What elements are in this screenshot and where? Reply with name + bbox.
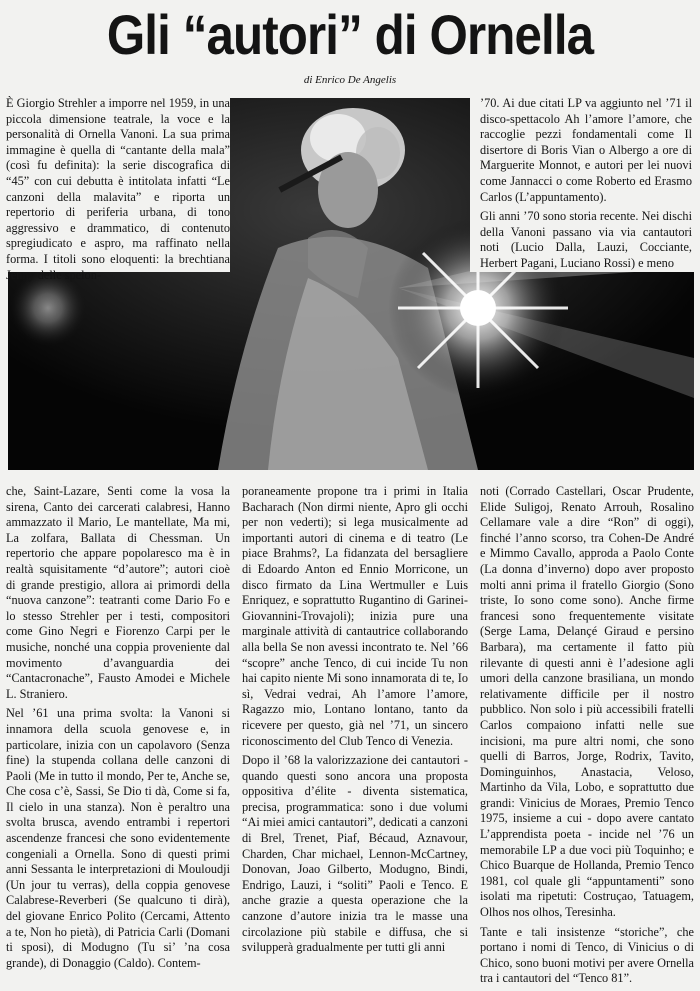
article-title: Gli “autori” di Ornella: [106, 3, 594, 66]
column-1: [6, 484, 230, 975]
paragraph: Nel ’61 una prima svolta: la Vanoni si innamora della scuola genovese e, in particolare, inizia con un capolavoro (Senza fine) la stupenda collana delle canzoni di Paoli (Me in tutto il mondo, Per te, Anche se, Che cosa c’è, Sassi, Se Dio ti dà, Come si fa, Il cielo in una stanza). Non è peraltro una svolta brusca, avendo entrambi i repertori ascendenze francesi che sono evidentemente congeniali a Ornella. Sono di questi primi anni Sessanta le interpretazioni di Mouloudji (Un jour tu verras), della coppia genovese Calabrese-Reverberi (Se qualcuno ti dirà), del giovane Enrico Polito (Cercami, Attento a te, Non ho pietà), di Patricia Carli (Domani ti sposi), di Modugno (Tu si’ ’na cosa grande), di Donaggio (Caldo). Contem-: [6, 706, 230, 970]
right-top-column: [480, 96, 692, 276]
paragraph: che, Saint-Lazare, Senti come la vosa la sirena, Canto dei carcerati calabresi, Hanno ammazzato il Mario, Le mantellate, Ma mi, La zolfara, Ballata di Chessman. Un repertorio che appare popolaresco ma è in realtà squisitamente “d’autore”; autori cioè di grande prestigio, allora ai primordi della “nuova canzone”: teatranti come Dario Fo e lo stesso Strehler per i testi, compositori come Gino Negri e Fiorenzo Carpi per le musiche, nonché una coppia proveniente dal movimento d’avanguardia dei “Cantacronache”, Fausto Amodei e Michele L. Straniero.: [6, 484, 230, 701]
paragraph: Dopo il ’68 la valorizzazione dei cantautori - quando questi sono ancora una proposta oppositiva d’élite - diventa sistematica, precisa, programmatica: sono i due volumi “Ai miei amici cantautori”, dedicati a canzoni di Brel, Trenet, Piaf, Bécaud, Aznavour, Charden, Char michael, Lennon-McCartney, Donovan, Joao Gilberto, Modugno, Bindi, Endrigo, Lauzi, i “soliti” Paoli e Tenco. E anche grazie a questa operazione che la canzone d’autore inizia tra le masse una circolazione più stabile e diffusa, che si svilupperà gradualmente per tutti gli anni: [242, 753, 468, 955]
paragraph: Gli anni ’70 sono storia recente. Nei dischi della Vanoni passano via via cantautori noti (Lucio Dalla, Lauzi, Cocciante, Herbert Pagani, Luciano Rossi) e meno: [480, 209, 692, 270]
paragraph: poraneamente propone tra i primi in Italia Bacharach (Non dirmi niente, Apro gli occhi per non vederti); si lega musicalmente ad importanti autori di cinema e di teatro (Le piace Brahms?, La fidanzata del bersagliere di Edoardo Anton ed Ennio Morricone, un disco firmato da Lina Wertmuller e Luis Enriquez, e soprattutto Rugantino di Garinei-Giovannini-Trovajoli); inizia pure una marginale attività di cantautrice collaborando alla bella Se non avessi incontrato te. Nel ’66 “scopre” anche Tenco, di cui incide Tu non hai capito niente Mi sono innamorata di te, Io sì, Vedrai vedrai, Ah l’amore l’amore, Ragazzo mio, Lontano lontano, tanto da ricevere per questo, già nel ’71, un sincero riconoscimento del Club Tenco di Venezia.: [242, 484, 468, 748]
byline: di Enrico De Angelis: [303, 74, 397, 86]
paragraph: noti (Corrado Castellari, Oscar Prudente, Elide Suligoj, Renato Arrouh, Rosalino Cellamare vale a dire “Ron” di oggi), finché l’anno scorso, tra Cohen-De André e Mimmo Cavallo, approda a Paolo Conte (La donna d’inverno) dopo aver proposto molti anni prima il fratello Giorgio (Sono triste, Io sono come sono). Anche firme francesi sono frequentemente visitate (Serge Lama, Delançé Giraud e persino Barbara), ma certamente il fatto più rilevante di questi anni è l’adesione agli umori della canzone brasiliana, un mondo relativamente difficile per il nostro pubblico. Non solo i più accessibili fratelli Carlos compaiono infatti nelle sue incisioni, ma pure altri nomi, che sono quelli di Barros, Jorge, Rodrix, Tavito, Dominguinhos, Anastacia, Veloso, Martinho da Vila, Lobo, e soprattutto due grandi: Vinicius de Moraes, Premio Tenco 1975, insieme a cui - dopo avere cantato L’apprendista poeta - incide nel ’76 un memorabile LP a due voci più Toquinho; e Chico Buarque de Hollanda, Premio Tenco 1981, col quale gli “appuntamenti” sono isolati ma ripetuti: Costruçao, Tatuagem, Olhos nos olhos, Teresinha.: [480, 484, 694, 920]
paragraph: ’70. Ai due citati LP va aggiunto nel ’71 il disco-spettacolo Ah l’amore l’amore, che raccoglie pezzi fondamentali come Il disertore di Boris Vian o Albergo a ore di Marguerite Monnot, e autori per lei nuovi come Jannacci o come Roberto ed Erasmo Carlos (L’appuntamento).: [480, 96, 692, 204]
intro-paragraph: È Giorgio Strehler a imporre nel 1959, in una piccola dimensione teatrale, la voce e la personalità di Ornella Vanoni. La sua prima immagine è quella di “cantante della mala” (così fu definita): la serie discografica di “45” con cui debutta è intitolata infatti “Le canzoni della malavita” e riporta un repertorio di periferia urbana, di tono aggressivo e drammatico, di contenuto spregiudicato e aspro, ma raffinato nella forma. I titoli sono eloquenti: la brechtiana Jenny delle spelon-: [6, 96, 230, 282]
paragraph: Tante e tali insistenze “storiche”, che portano i nomi di Tenco, di Vinicius o di Chico, sono buoni motivi per avere Ornella tra i cantautori del “Tenco 81”.: [480, 924, 694, 986]
column-2: [242, 484, 468, 960]
column-3: [480, 484, 694, 991]
intro-text: [6, 96, 230, 282]
